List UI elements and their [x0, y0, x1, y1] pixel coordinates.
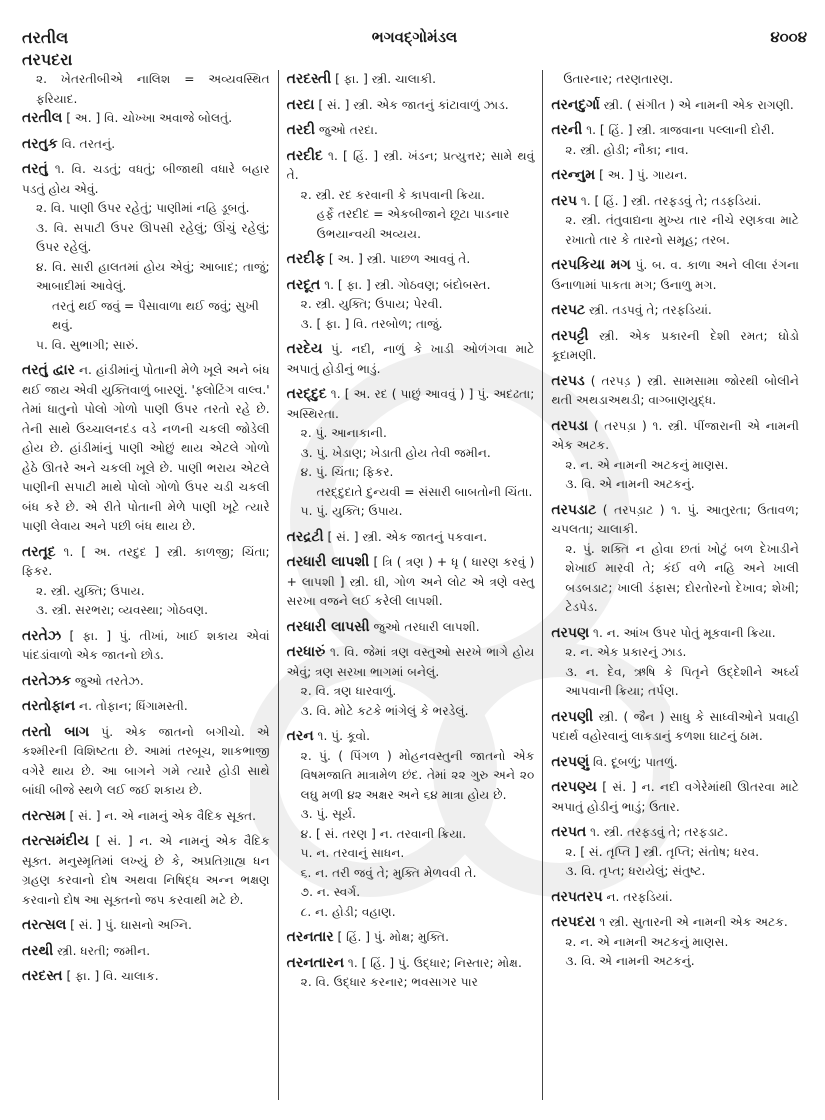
sense: ૩. ન. દેવ, ઋષિ કે પિતૃને ઉદ્દેશીને અર્ઘ્ય આપવાની ક્રિયા; તર્પણ. — [565, 664, 800, 698]
definition: ( તરપડ઼ા ) ૧. સ્ત્રી. પીંજારાની એ નામની એક અટક. — [551, 418, 800, 452]
headword: તરદસ્તી — [286, 71, 332, 87]
entry — [22, 109, 270, 129]
sense: ૩. પું. ખેડાણ; ખેડાતી હોય તેવી જમીન. — [300, 445, 491, 460]
column-right — [542, 70, 807, 1100]
headword: તરપડાટ — [551, 501, 597, 518]
definition: ( તરપડ઼ાટ ) ૧. પું. આતુરતા; ઉતાવળ; ચપલતા; ચાલાકી. — [551, 502, 800, 536]
entry — [551, 372, 799, 411]
headword: તરપટ્ટી — [551, 327, 589, 344]
definition: ૧. વિ. જેમાં ત્રણ વસ્તુઓ સરખે ભાગે હોય એવું; ત્રણ સરખા ભાગમાં બનેલું. — [286, 645, 535, 679]
definition: જુઓ તરદા. — [318, 123, 378, 137]
entry — [551, 778, 799, 817]
entry — [22, 942, 270, 962]
definition: ન. તરફડિયાં. — [606, 889, 673, 904]
definition: ૧. સ્ત્રી. તરફડવું તે; તરફડાટ. — [590, 825, 729, 839]
definition: [ સં. ] પું. ઘાસનો અગ્નિ. — [70, 918, 192, 932]
entry — [551, 417, 799, 456]
sense: ૫. ન. તરવાનું સાધન. — [300, 846, 405, 860]
sense: ૪. [ સં. તરણ ] ન. તરવાની ક્રિયા. — [300, 826, 467, 841]
entry — [551, 888, 799, 908]
headword: તરધારી લાપશી — [286, 554, 370, 570]
sub-phrase: તરદ્દુદાતે દુન્યવી = સંસારી બાબતોની ચિંતા. — [316, 484, 533, 499]
page-number: ૪૦૦૪ — [770, 28, 807, 46]
definition: ૧ સ્ત્રી. સુતારની એ નામની એક અટક. — [599, 915, 788, 929]
definition: સ્ત્રી. તડપવું તે; તરફડિયાં. — [588, 303, 712, 317]
entry — [551, 501, 799, 540]
headword: તરન્નુમ — [551, 167, 596, 183]
headword: તરતોફાન — [22, 698, 76, 714]
entry — [287, 385, 535, 424]
headword: તરતીલ — [22, 110, 63, 126]
headword: તરપડ — [551, 372, 585, 389]
definition: [ ફા. ] પું. તીખાં, ખાઈ શકાય એવાં પાંદડાંવાળો એક જાતનો છોડ. — [22, 628, 270, 662]
headword: તરતૂદ — [22, 543, 56, 560]
definition: ૧. [ હિં. ] સ્ત્રી. તરફડવું તે; તડફડિયાં. — [580, 193, 762, 208]
entry — [287, 528, 535, 548]
headword: તરપડા — [551, 417, 589, 434]
definition: વિ. દૂબળું; પાતળું. — [593, 754, 678, 769]
sense: ૪. પું. ચિંતા; ફિકર. — [300, 465, 394, 479]
headword: તરથી — [22, 942, 54, 959]
definition: ન. તોફાન; ધિંગામસ્તી. — [79, 699, 188, 713]
sense: ૨. સ્ત્રી. હોડી; નૌકા; નાવ. — [565, 142, 689, 157]
definition: ૧. [ અ. રદ ( પાછું આવવું ) ] પું. અદઢતા; અસ્થિરતા. — [286, 387, 535, 421]
definition: ૧. [ ફા. ] સ્ત્રી. ગોઠવણ; બંદોબસ્ત. — [324, 277, 491, 292]
headword: તરપ — [551, 192, 577, 209]
entry — [287, 276, 535, 296]
headword: તરતું — [22, 161, 48, 177]
entry — [22, 723, 270, 801]
headword: તરદીફ — [286, 251, 326, 267]
sense: ૩. વિ. મોટે કટકે ભાંગેલું કે ભરડેલું. — [300, 703, 469, 718]
definition: ૧. વિ. ચડતું; વધતું; બીજાથી વધારે બહાર પડતું હોય એવું. — [22, 162, 270, 196]
definition: ૧. [ અ. તરદુદ ] સ્ત્રી. કાળજી; ચિંતા; ફિકર. — [22, 544, 270, 578]
headword: તરતુક — [22, 135, 58, 152]
headword: તરધારું — [286, 644, 326, 660]
entry — [22, 916, 270, 936]
entry — [551, 121, 799, 141]
headword: તરત્સમંદીય — [22, 833, 89, 849]
entry — [287, 954, 535, 974]
sense: ૨. સ્ત્રી. યુક્તિ; ઉપાય. — [36, 583, 145, 598]
headword: તરદસ્ત — [22, 968, 63, 984]
entry — [287, 727, 535, 747]
entry — [551, 192, 799, 212]
sense: ૭. ન. સ્વર્ગ. — [300, 885, 361, 899]
headword: તરતો બાગ — [22, 723, 90, 740]
sense: ૩. વિ. સપાટી ઉપર ઊપસી રહેલું; ઊંચું રહેલું; ઉપર રહેલું. — [36, 220, 270, 254]
entry — [551, 301, 799, 321]
entry — [287, 618, 535, 638]
entry — [22, 543, 270, 582]
entry — [22, 627, 270, 666]
sub-phrase: તરતું થઈ જવું = પૈસાવાળા થઈ જવું; સુખી થવું. — [52, 298, 259, 332]
sense: ૩. વિ. તૃપ્ત; ધરાયેલું; સંતુષ્ટ. — [565, 864, 706, 878]
sense: ૮. ન. હોડી; વહાણ. — [300, 904, 396, 919]
entry — [287, 340, 535, 379]
entry — [287, 250, 535, 270]
headword: તરતું દ્વાર — [22, 362, 75, 378]
definition: [ અ. ] વિ. ચોખ્ખા અવાજે બોલતું. — [66, 111, 233, 125]
entry — [22, 807, 270, 827]
headword: તરધારી લાપસી — [286, 618, 370, 635]
entry — [551, 913, 799, 933]
definition: વિ. તરતનું. — [61, 136, 116, 151]
definition: [ ફા. ] સ્ત્રી. ચાલાકી. — [335, 72, 436, 86]
sense: ૨. સ્ત્રી. તંતુવાદ્યના મુખ્ય તાર નીચે રણકવા માટે રખાતો તાર કે તારનો સમૂહ; તરબ. — [565, 213, 800, 247]
sense: ૩. સ્ત્રી. સરભરા; વ્યવસ્થા; ગોઠવણ. — [36, 603, 209, 617]
sense: ૨. ન. એ નામની અટકનું માણસ. — [565, 457, 729, 472]
definition: ૧. ન. આંખ ઉપર પોતું મૂકવાની ક્રિયા. — [593, 625, 776, 640]
entry — [287, 643, 535, 682]
definition: પું. નદી, નાળું કે ખાડી ઓળંગવા માટે અપાતું હોડીનું ભાડું. — [286, 342, 535, 376]
sense: ૨. સ્ત્રી. રદ કરવાની કે કાપવાની ક્રિયા. — [300, 187, 485, 202]
entry — [287, 70, 535, 90]
definition: [ સં. ] ન. એ નામનું એક વૈદિક સૂક્ત. — [69, 808, 257, 823]
continued-text: ઉતારનાર; તરણતારણ. — [563, 72, 674, 86]
headword: તરદ્રટી — [286, 528, 324, 545]
headword: તરપત — [551, 824, 587, 840]
headword: તરદ્દુદ — [286, 386, 327, 402]
entry — [551, 823, 799, 843]
sense: ૨. પું. ( પિંગળ ) મોહનવસ્તુની જાતનો એક વિષમજાતિ માત્રામેળ છંદ. તેમાં ૨૨ ગુરુ અને ૨૦ લઘુ મળી ૪૨ અક્ષર અને ૬૪ માત્રા હોય છે. — [300, 748, 535, 802]
headword: તરત્સમ — [22, 807, 66, 824]
headword: તરપટ — [551, 302, 586, 318]
sense: ૨. [ સં. તૃપ્તિ ] સ્ત્રી. તૃપ્તિ; સંતોષ; ધરવ. — [565, 844, 760, 859]
entry — [551, 708, 799, 747]
book-title: ભગવદ્ગોમંડલ — [371, 28, 458, 46]
entry — [22, 967, 270, 987]
definition: ( તરપડ઼ ) સ્ત્રી. સામસામા જોરથી બોલીને થતી અથડાઅથડી; વાગ્બાણયુદ્ધ. — [551, 373, 800, 407]
sense: ૬. ન. તરી જવું તે; મુક્તિ મેળવવી તે. — [300, 865, 477, 880]
entry — [22, 160, 270, 199]
definition: ૧. [ હિં. ] સ્ત્રી. ત્રાજવાના પલ્લાની દોરી. — [586, 123, 775, 137]
entry — [287, 928, 535, 948]
headword: તરદા — [286, 96, 315, 113]
sense: ૨. ન. એ નામની અટકનું માણસ. — [565, 934, 729, 949]
definition: ૧. [ હિં. ] સ્ત્રી. ખંડન; પ્રત્યુત્તર; સામે થવું તે. — [286, 148, 535, 182]
sense: ૨. પું. આનાકાની. — [300, 426, 387, 440]
definition: પું. એક જાતનો બગીચો. એ કશ્મીરની વિશિષ્ટતા છે. આમાં તરબૂચ, શાકભાજી વગેરે થાય છે. આ બાગને ગમે ત્યારે હોડી સાથે બાંધી બીજે સ્થળે લઈ જઈ શકાય છે. — [22, 724, 270, 797]
definition: જુઓ તરતેઝ. — [74, 673, 144, 688]
definition: સ્ત્રી. ધરતી; જમીન. — [57, 943, 151, 958]
entry — [22, 135, 270, 155]
entry — [22, 672, 270, 692]
entry — [551, 256, 799, 295]
sense: ૨. ખેતરતીબીએ નાલિશ = અવ્યવસ્થિત ફરિયાદ. — [36, 72, 270, 106]
headword: તરતેઝક — [22, 672, 72, 689]
definition: સ્ત્રી. ( સંગીત ) એ નામની એક રાગણી. — [603, 97, 794, 112]
headword: તરત્સલ — [22, 917, 67, 933]
sense: ૨. વિ. ત્રણ ધારવાળું. — [300, 684, 397, 698]
entry — [287, 553, 535, 612]
entry — [287, 96, 535, 116]
definition: સ્ત્રી. એક પ્રકારની દેશી રમત; ઘોડો કૂદામણી. — [551, 328, 800, 362]
headword: તરપદરા — [551, 914, 596, 930]
definition: [ સં. ] સ્ત્રી. એક જાતનું કાંટાવાળું ઝાડ. — [318, 97, 509, 112]
definition: ૧. પું. કૂવો. — [317, 729, 370, 743]
headword: તરનતારન — [286, 954, 345, 971]
sense: ૫. વિ. સુભાગી; સારું. — [36, 337, 139, 352]
column-middle — [278, 70, 543, 1100]
dictionary-columns — [22, 70, 807, 1100]
headword: તરપકિયા મગ — [551, 257, 631, 273]
headword: તરતેઝ — [22, 627, 62, 644]
headword: તરનદુર્ગા — [551, 96, 600, 113]
entry — [287, 121, 535, 141]
headword: તરપણું — [551, 753, 590, 770]
definition: [ સં. ] સ્ત્રી. એક જાતનું પકવાન. — [327, 529, 488, 544]
guide-word-first: તરતીલ — [22, 28, 69, 47]
definition: સ્ત્રી. ( જૈન ) સાધુ કે સાધ્વીઓને પ્રવાહી પદાર્થ વહોરવાનું લાકડાનું કળશા ઘાટનું ઠામ. — [551, 709, 800, 743]
definition: [ સં. ] ન. એ નામનું એક વૈદિક સૂક્ત. મનુસ્મૃતિમાં લખ્યું છે કે, અપ્રતિગ્રાહ્ય ધન ગ્રહણ કરવાનો દોષ અથવા નિષિદ્ધ અન્ન ભક્ષણ કરવાનો દોષ આ સૂક્તનો જપ કરવાથી મટે છે. — [22, 834, 270, 907]
sense: ૩. [ ફા. ] વિ. તરબોળ; તાજું. — [300, 316, 443, 331]
headword: તરની — [551, 122, 583, 138]
entry — [551, 327, 799, 366]
sense: ૨. સ્ત્રી. યુક્તિ; ઉપાય; પેરવી. — [300, 297, 443, 311]
sense: ૨. વિ. પાણી ઉપર રહેતું; પાણીમાં નહિ ડૂબતું. — [36, 201, 250, 215]
definition: પું. બ. વ. કાળા અને લીલા રંગના ઉનાળામાં પાકતા મગ; ઉનાળુ મગ. — [551, 258, 800, 292]
headword: તરદેય — [286, 341, 323, 357]
sense: ૪. વિ. સારી હાલતમાં હોય એવું; આબાદ; તાજું; આબાદીમાં આવેલું. — [36, 259, 270, 293]
sense: ૨. ન. એક પ્રકારનું ઝાડ. — [565, 645, 687, 659]
entry — [22, 697, 270, 717]
definition: ૧. [ હિં. ] પું. ઉદ્ધાર; નિસ્તાર; મોક્ષ. — [347, 955, 522, 970]
headword: તરદીદ — [286, 147, 323, 164]
entry — [551, 166, 799, 186]
entry — [551, 753, 799, 773]
definition: [ અ. ] પું. ગાયન. — [599, 168, 688, 182]
headword: તરપતરપ — [551, 888, 603, 905]
entry — [22, 832, 270, 910]
sub-phrase: હર્ફે તરદીદ = એકબીજાને છૂટા પાડનાર ઉભયાન્વયી અવ્યય. — [316, 207, 510, 241]
column-left — [22, 70, 278, 1100]
headword: તરદૂત — [286, 276, 321, 293]
definition: [ અ. ] સ્ત્રી. પાછળ આવવું તે. — [328, 252, 471, 266]
headword: તરદી — [286, 122, 316, 138]
headword: તરપણ — [551, 624, 590, 641]
headword: તરન — [286, 728, 314, 744]
guide-word-last: તરપદરા — [22, 50, 73, 69]
entry — [287, 147, 535, 186]
definition: [ સં. ] ન. નદી વગેરેમાંથી ઊતરવા માટે અપાતું હોડીનું ભાડું; ઉતાર. — [551, 780, 800, 814]
entry — [22, 361, 270, 537]
sense: ૩. પું. સૂર્ય. — [300, 807, 356, 821]
definition: [ હિં. ] પું. મોક્ષ; મુક્તિ. — [337, 930, 450, 944]
headword: તરપણ્ય — [551, 779, 597, 795]
sense: ૩. વિ. એ નામની અટકનું. — [565, 954, 695, 968]
page-header — [22, 28, 807, 74]
definition: જુઓ તરધારી લાપશી. — [373, 619, 480, 634]
sense: ૩. વિ. એ નામની અટકનું. — [565, 477, 695, 491]
headword: તરપણી — [551, 708, 594, 725]
headword: તરનતાર — [286, 929, 334, 945]
definition: [ ત્રિ ( ત્રણ ) + ધૃ ( ધારણ કરવું ) + લાપશી ] સ્ત્રી. ઘી, ગોળ અને લોટ એ ત્રણે વસ્તુ સરખા વજને લઈ કરેલી લાપશી. — [286, 555, 535, 608]
entry — [551, 96, 799, 116]
sense: ૫. પું. યુક્તિ; ઉપાય. — [300, 504, 403, 518]
sense: ૨. વિ. ઉદ્ધાર કરનાર; ભવસાગર પાર — [300, 975, 478, 989]
definition: [ ફા. ] વિ. ચાલાક. — [66, 969, 159, 983]
entry — [551, 624, 799, 644]
definition: ન. હાંડીમાંનું પોતાની મેળે ખૂલે અને બંધ થઈ જાય એવી યુક્તિવાળું બારણું. 'ફ્લોટિંગ વાલ્વ.' તેમાં ધાતુનો પોલો ગોળો પાણી ઉપર તરતો રહે છે. તેની સાથે ઉચ્ચાલનદંડ વડે નળની ચકલી જોડેલી હોય છે. હાંડીમાંનું પાણી ઓછું થાય એટલે ગોળો હેઠે ઊતરે અને ચકલી ખૂલે છે. પાણી ભરાય એટલે પાણીની સપાટી માથે પોલો ગોળો ઉપર ચડી ચકલી બંધ કરે છે. એ રીતે પોતાની મેળે પાણી ખૂટે ત્યારે પાણી લેવાય અને પછી બંધ થાય છે. — [22, 363, 270, 533]
sense: ૨. પું. શક્તિ ન હોવા છતાં ખોટું બળ દેખાડીને શેખાઈ મારવી તે; કંઈ વળે નહિ અને ખાલી બડબડાટ; ખાલી ડંફાસ; દોરતોરનો દેખાવ; શેખી; ટેડપેડ. — [565, 541, 800, 614]
